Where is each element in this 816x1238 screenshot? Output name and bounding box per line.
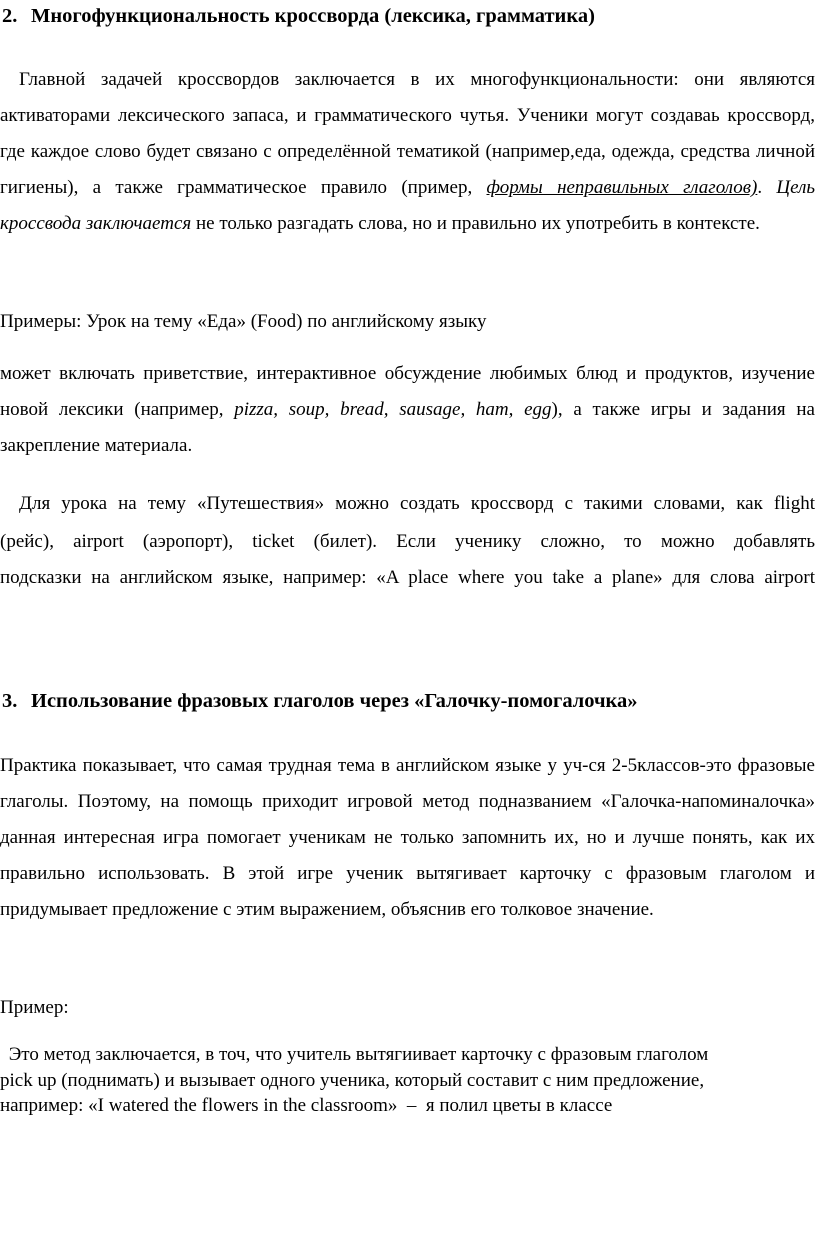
section-2-heading (2, 4, 595, 28)
italic-phrase: Цель кроссвода заключается (0, 177, 816, 234)
section-2-paragraph-3-line-3: подсказки на английском языке, например: «A place where you take a plane» для слова airport (0, 567, 815, 588)
section-2-paragraph-2 (0, 356, 815, 464)
paragraph-text: Главной задачей кроссвордов заключается в их многофункциональности: они являются активаторами лексического запаса, и грамматического чутья. Ученики могут создаваь кроссворд, где каждое слово будет связано с определённой тематикой (например,еда, одежда, средства личной гигиены), а также грамматическое правило (пример, (0, 69, 815, 198)
section-2-paragraph-3-line-1: Для урока на тему «Путешествия» можно создать кроссворд с такими словами, как flight (19, 493, 815, 514)
section-2-paragraph-1 (0, 62, 815, 242)
italic-underlined-phrase: формы неправильных глаголов) (486, 177, 758, 198)
example-line-1-text: Это метод заключается, в точ, что учитель вытягиивает карточку с фразовым глаголом (8, 1044, 709, 1065)
example-line-1 (4, 1043, 708, 1067)
example-label: Пример: (0, 997, 69, 1018)
section-2-title: Многофункциональность кроссворда (лексика, грамматика) (31, 5, 595, 27)
section-3-number: 3. (2, 690, 18, 712)
section-3-title: Использование фразовых глаголов через «Галочку-помогалочка» (31, 690, 638, 712)
section-2-number: 2. (2, 5, 18, 27)
paragraph-text: ), а также игры и задания на закрепление материала. (0, 399, 815, 456)
example-line-3: например: «I watered the flowers in the classroom» – я полил цветы в классе (0, 1095, 613, 1116)
italic-word-list: pizza, soup, bread, sausage, ham, egg (234, 399, 552, 420)
section-2-paragraph-3-line-2: (рейс), airport (аэропорт), ticket (билет). Если ученику сложно, то можно добавлять (0, 531, 815, 552)
paragraph-text: . (757, 177, 777, 198)
section-3-paragraph-1: Практика показывает, что самая трудная тема в английском языке у уч-ся 2-5классов-это фразовые глаголы. Поэтому, на помощь приходит игровой метод подназванием «Галочка-напоминалочка» данная интересная игра помогает ученикам не только запомнить их, но и лучше понять, как их правильно использовать. В этой игре ученик вытягивает карточку с фразовым глаголом и придумывает предложение с этим выражением, объяснив его толковое значение. (0, 755, 815, 920)
examples-intro: Примеры: Урок на тему «Еда» (Food) по английскому языку (0, 311, 487, 332)
section-3-heading (2, 689, 638, 713)
example-line-2: pick up (поднимать) и вызывает одного ученика, который составит с ним предложение, (0, 1070, 705, 1091)
paragraph-text: не только разгадать слова, но и правильно их употребить в контексте. (191, 213, 760, 234)
paragraph-text: может включать приветствие, интерактивное обсуждение любимых блюд и продуктов, изучение новой лексики (например, (0, 363, 815, 420)
